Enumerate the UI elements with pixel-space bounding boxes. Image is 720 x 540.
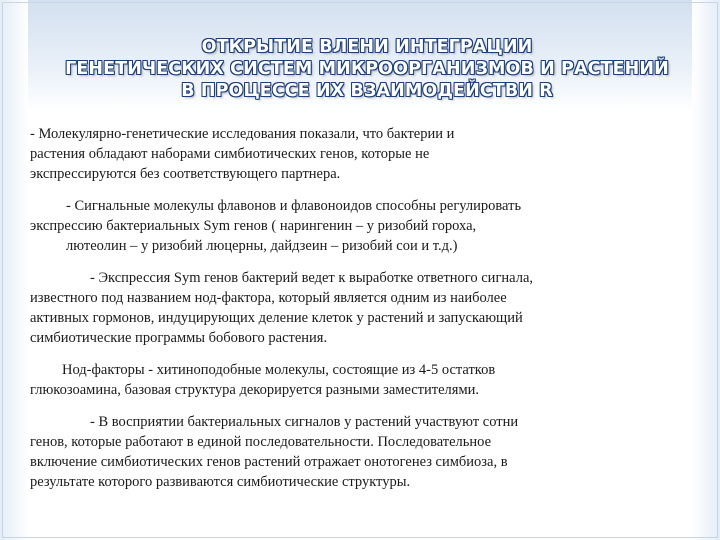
paragraph-symbiotic-genes [30,124,702,184]
text-line: лютеолин – у ризобий люцерны, дайдзеин – ризобий сои и т.д.) [66,238,458,254]
text-line: активных гормонов, индуцирующих деление клеток у растений и запускающий [30,310,523,326]
text-line: включение симбиотических генов растений отражает онотогенез симбиоза, в [30,454,508,470]
text-line: глюкозоамина, базовая структура декорируется разными заместителями. [30,382,480,398]
text-line: - Экспрессия Sym генов бактерий ведет к выработке ответного сигнала, [90,270,534,286]
paragraph-nod-factor [30,268,702,348]
text-line: экспрессируются без соответствующего партнера. [30,166,341,182]
paragraph-plant-genes [30,412,702,492]
text-line: Нод-факторы - хитиноподобные молекулы, состоящие из 4-5 остатков [62,362,496,378]
text-line: результате которого развиваются симбиотические структуры. [30,474,411,490]
paragraph-signal-molecules [30,196,702,256]
text-line: растения обладают наборами симбиотических генов, которые не [30,146,430,162]
paragraph-chitin-molecules [30,360,702,400]
slide-title [22,36,712,102]
slide-body [30,124,702,504]
text-line: генов, которые работают в единой последовательности. Последовательное [30,434,492,450]
title-line-1: ОТКРЫТИЕ ВЛЕНИ ИНТЕГРАЦИИ [201,37,533,57]
text-line: экспрессию бактериальных Sym генов ( нарингенин – у ризобий гороха, [30,218,477,234]
text-line: известного под названием нод-фактора, который является одним из наиболее [30,290,507,306]
title-line-3: В ПРОЦЕССЕ ИХ ВЗАИМОДЕЙСТВИ R [181,81,553,101]
text-line: симбиотические программы бобового растения. [30,330,328,346]
text-line: - Сигнальные молекулы флавонов и флавоноидов способны регулировать [66,198,522,214]
text-line: - В восприятии бактериальных сигналов у растений участвуют сотни [90,414,519,430]
text-line: - Молекулярно-генетические исследования показали, что бактерии и [30,126,455,142]
title-line-2: ГЕНЕТИЧЕСКИХ СИСТЕМ МИКРООРГАНИЗМОВ И РАСТЕНИЙ [65,59,669,79]
